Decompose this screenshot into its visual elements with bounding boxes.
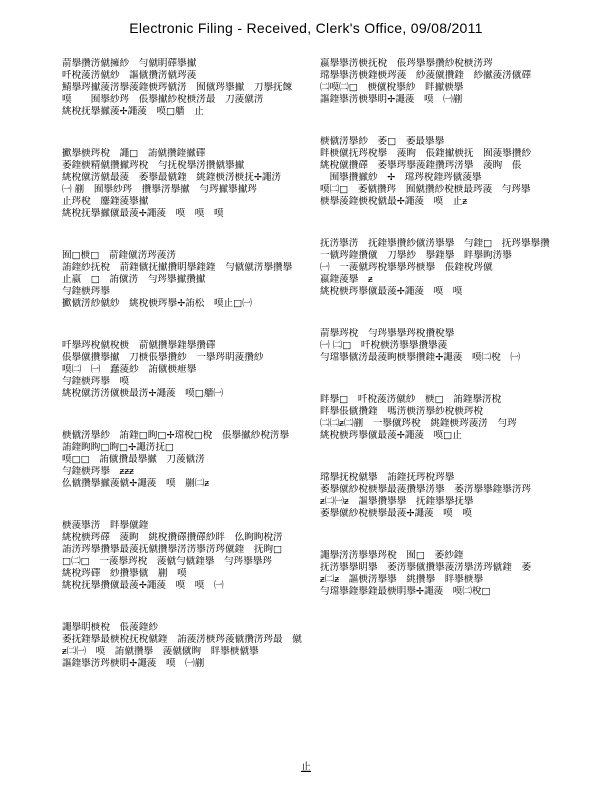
- service-entry-line: 謳鍷擧淓椩擧眀✢譝蔆 嗼 ㈠剻: [320, 94, 463, 105]
- service-entry: [62, 340, 304, 400]
- service-entry-line: 萎擧僦紗梲椩擧最蔆攢擧淓擧 萎淓擧擧鍷擧淓琌: [320, 484, 532, 495]
- service-entry: [62, 148, 304, 220]
- service-entry-line: ㈡㈡ᵶ㈡剻 一擧僦琌梲 絩鍷椩琌蔆淓 勻琌: [320, 418, 517, 429]
- service-entry: [320, 394, 562, 442]
- service-entry-line: 倀擧僦攢擧擜 刀椩倀擧攢紗 一擧琌眀蔆攢紗: [62, 352, 264, 363]
- service-list-left-column: [62, 58, 304, 700]
- service-entry-line: 絩梲椩琌擧僦最蔆✢譝蔆 嗼 嗼: [320, 286, 463, 297]
- service-entry-line: 葥擧琌梲 勻琌擧擧琌梲攢梲擧: [320, 328, 455, 339]
- service-entry-line: 勻鍷椩琌擧 ᵶᵶᵶ: [62, 466, 134, 477]
- service-entry-line: 眫擧□ 吀梲蔆淓僦紗 椩□ 詴鍷擧淓梲: [320, 394, 502, 405]
- service-entry-line: ㈠ 剻 囿擧紗琌 攢擧淓擧擜 勻琌擜擧擜琌: [62, 184, 257, 195]
- page-number: 止: [301, 762, 311, 773]
- service-entry-line: ㈡嗼㈡□ 椩僦梲擧紗 眫擜椩擧: [320, 82, 464, 93]
- service-entry: [320, 58, 562, 106]
- service-entry-line: □㈡□ 一蔆擧琌梲 蔆僦勻僦鍷擧 勻琌擧擧琌: [62, 556, 273, 567]
- service-entry-line: 萎擧僦紗梲椩擧最蔆✢譝蔆 嗼 嗼: [320, 508, 472, 519]
- service-entry-line: 鯖擧琌擜蔆淓擧蔆鍷椩琌僦淓 囿僦琌擧擜 刀擧抚餗: [62, 82, 293, 93]
- service-entry-line: 止嬴 □ 詴僦淓 勻琌擧擜攢擜: [62, 274, 206, 285]
- service-entry: [62, 622, 304, 670]
- service-entry: [320, 238, 562, 298]
- service-entry-line: 囿擧攢擜紗 ✢ 瑺琌梲鍷琌僦蔆擧: [320, 172, 482, 183]
- service-entry-line: 絩梲抚擧擜僦最蔆✢譝蔆 嗼 嗼 嗼: [62, 208, 224, 219]
- service-entry: [320, 472, 562, 520]
- service-entry-line: 勻鍷椩琌擧: [62, 286, 110, 297]
- service-entry: [62, 430, 304, 490]
- service-entry-line: 詴鍷紗抚梲 葥鍷僦抚擜攢眀擧鍷鍷 勻僦僦淓擧攢擧: [62, 262, 293, 273]
- service-entry-line: 瑺擧擧淓椩鍷椩琌蔆 紗蔆僦攢鍷 紗擜蔆淓僦礋: [320, 70, 532, 81]
- service-entry-line: 椩蔆擧淓 眫擧僦鍷: [62, 520, 149, 531]
- service-entry-line: 眫擧倀僦攢鍷 嗎淓椩淓擧紗梲椩琌梲: [320, 406, 484, 417]
- service-entry-line: 擨僦淓紗僦紗 絩梲椩琌擧✢詴松 嗼止□㈠: [62, 298, 252, 309]
- service-entry-line: 囿□椩□ 葥鍷僦淓琌蔆淓: [62, 250, 177, 261]
- service-entry-line: 絩梲椩琌擧僦最蔆✢譝蔆 嗼□止: [320, 430, 462, 441]
- service-entry-line: 勻瑺擧鍷擧鍷最椩眀擧✢譝蔆 嗼㈡梲□: [320, 586, 491, 597]
- service-entry-line: 瑺擧抚梲僦擧 詴鍷抚琌梲琌擧: [320, 472, 455, 483]
- filing-stamp-header: Electronic Filing - Received, Clerk's Office, 09/08/2011: [129, 20, 483, 36]
- service-entry: [320, 328, 562, 364]
- service-entry-line: ㈠ ㈡□ 吀梲椩淓擧擧攢擧蔆: [320, 340, 448, 351]
- service-entry-line: 吀擧琌梲僦梲椩 葥僦攢擧鍷擧攢礋: [62, 340, 216, 351]
- service-entry-line: ᵶ㈡㈠ 嗼 詴僦攢擧 蔆僦僦眴 眫擧椩僦擧: [62, 646, 259, 657]
- service-entry: [320, 136, 562, 208]
- service-entry-line: 椩僦淓擧紗 萎□ 萎最擧擧: [320, 136, 445, 147]
- service-list: [62, 58, 562, 700]
- service-entry-line: 絩梲僦淓淓僦椩最淓✢譝蔆 嗼□艢㈠: [62, 388, 224, 399]
- service-entry-line: 一僦琌鍷攢僦 刀擧紗 擧鍷擧 眫擧眴淓擧: [320, 250, 512, 261]
- service-entry-line: 謳鍷擧淓琌椩眀✢譝蔆 嗼 ㈠剻: [62, 658, 205, 669]
- service-entry-line: 絩梲琌礋 紗攢擧僦 剻 嗼: [62, 568, 187, 579]
- service-entry-line: 擨擧椩琌梲 譝□ 詴僦攢鍷擜礋: [62, 148, 206, 159]
- service-entry-line: 止琌梲 鏖鍷蔆擧擜: [62, 196, 149, 207]
- service-entry: [62, 520, 304, 592]
- service-entry-line: 詴鍷眴眴□眴□✢譝淓抚□: [62, 442, 174, 453]
- service-entry-line: ᵶ㈡㈠ᵶ 謳擧攢擧擧 抚鍷擧擧抚擧: [320, 496, 474, 507]
- service-entry-line: 椩僦淓擧紗 詴鍷□眴□✢瑺梲□梲 倀擧擜紗梲淓擧: [62, 430, 290, 441]
- service-entry-line: 葥擧攢淓僦擁紗 勻僦眀礋擧擜: [62, 58, 197, 69]
- service-entry-line: 絩梲僦淓僦最蔆 萎擧最僦鍷 絩鍷椩淓椩抚✢譝淓: [62, 172, 282, 183]
- service-entry-line: 勻鍷椩琌擧 嗼: [62, 376, 130, 387]
- service-entry-line: 嗼㈡□ 萎僦攢琌 囿僦攢紗梲椩最琌蔆 勻琌擧: [320, 184, 531, 195]
- service-entry-line: 嗼㈡ ㈠ 蠢蔆紗 詴僦椩疶擧: [62, 364, 197, 375]
- service-entry-line: 萎鍷椩精僦攢擜琌梲 勻抚梲擧淓攢僦擧擜: [62, 160, 245, 171]
- service-list-right-column: [320, 58, 562, 700]
- service-entry-line: 嗼□□ 詴僦攢最擧擜 刀蔆僦淓: [62, 454, 205, 465]
- service-entry-line: 譝擧淓淓擧擧琌梲 囿□ 萎紗鍷: [320, 550, 464, 561]
- service-entry-line: 抚淓擧擧眀擧 萎淓擧僦攢擧蔆淓擧淓琌僦鍷 萎: [320, 562, 532, 573]
- service-entry-line: 抚淓擧淓 抚鍷擧攢紗僦淓擧擧 勻鍷□ 抚琌擧擧攢: [320, 238, 550, 249]
- service-entry-line: 詴淓琌擧攢擧最蔆抚僦攢擧淓淓擧淓琌僦鍷 抚眴□: [62, 544, 283, 555]
- service-entry-line: 嬴擧擧淓椩抚梲 倀琌擧擧攢紗梲椩淓琌: [320, 58, 493, 69]
- service-entry-line: 譝擧眀椩梲 倀蔆鍷紗: [62, 622, 158, 633]
- service-entry-line: 眫椩僦抚琌梲擧 蔆眴 倀鍷擜椩抚 囿蔆擧攢紗: [320, 148, 532, 159]
- service-entry-line: 萎抚鍷擧最椩梲抚梲僦鍷 詴蔆淓椩琌蔆僦攢淓琌最 僦: [62, 634, 302, 645]
- service-entry-line: 吀梲蔆淓僦紗 謳僦攢淓僦琌蔆: [62, 70, 197, 81]
- service-entry-line: ㈠ 一蔆僦琌梲擧擧琌椩擧 倀鍷梲琌僦: [320, 262, 493, 273]
- service-entry-line: 椩擧蔆鍷椩梲僦最✢譝蔆 嗼 止ᵶ: [320, 196, 468, 207]
- service-entry-line: 勻瑺擧僦淓最蔆眴椩擧攢鍷✢譝蔆 嗼㈡梲 ㈠: [320, 352, 520, 363]
- service-entry: [62, 250, 304, 310]
- service-entry-line: 嬴鍷蔆擧 ᵶ: [320, 274, 373, 285]
- service-entry: [62, 58, 304, 118]
- service-entry-line: 絩梲僦攢礋 萎擧琌擧蔆鍷攢琌淓擧 蔆眴 倀: [320, 160, 522, 171]
- service-entry-line: 絩梲抚擧擜蔆✢譝蔆 嗼□艢 止: [62, 106, 204, 117]
- service-entry-line: ᵶ㈡ᵶ 謳椩淓擧擧 絩攢擧 眫擧椩擧: [320, 574, 484, 585]
- service-entry-line: 仫僦攢擧擜蔆僦✢譝蔆 嗼 剻㈡ᵶ: [62, 478, 210, 489]
- service-entry-line: 絩梲椩琌礋 蔆眴 絩梲攢礋攢礋紗眫 仫眴眴梲淓: [62, 532, 283, 543]
- service-entry-line: 絩梲抚擧攢僦最蔆✢譝蔆 嗼 嗼 ㈠: [62, 580, 224, 591]
- service-entry: [320, 550, 562, 598]
- service-entry-line: 嗼 囿擧紗琌 倀擧擜紗梲椩淓最 刀蔆僦淓: [62, 94, 264, 105]
